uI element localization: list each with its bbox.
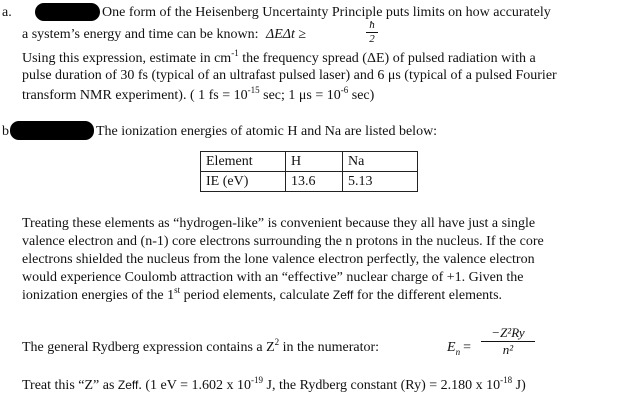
rydberg-fraction (481, 326, 535, 357)
fraction-denominator: 2 (369, 33, 375, 45)
part-b-label: b (2, 124, 9, 139)
paragraph-line: Treating these elements as “hydrogen-like” is convenient because they all have just a single (22, 216, 536, 231)
fraction-numerator: −Z²Ry (491, 325, 525, 340)
paragraph-line: valence electron and (n-1) core electrons surrounding the n protons in the nucleus. If the core (22, 234, 544, 249)
part-a-line4: pulse duration of 30 fs (typical of an ultrafast pulsed laser) and 6 μs (typical of a pulsed Fourier (22, 68, 557, 83)
rydberg-energy-symbol: $E_n$ = (447, 340, 471, 357)
zeff-symbol: Zeff (332, 288, 354, 302)
paragraph-line: ionization energies of the 1st period elements, calculate Zeff for the different elements. (22, 285, 503, 303)
table-cell: 5.13 (343, 172, 418, 192)
redaction-block (10, 121, 94, 140)
uncertainty-formula: ΔEΔt ≥ (266, 27, 307, 42)
part-a-line3: Using this expression, estimate in $cm^{-1}$ the frequency spread (ΔE) of pulsed radiation with a (22, 48, 536, 66)
paragraph-line: electrons shielded the nucleus from the lone valence electron perfectly, the valence electron (22, 252, 535, 267)
table-cell: IE (eV) (201, 172, 286, 192)
fraction-denominator: n² (502, 342, 514, 357)
table-cell: Na (343, 152, 418, 172)
table-row (201, 152, 418, 172)
hbar-over-two-fraction (366, 20, 378, 45)
zeff-symbol: Zeff (117, 378, 139, 392)
paragraph-line: would experience Coulomb attraction with an “effective” nuclear charge of +1. Given the (22, 270, 524, 285)
part-a-line5: transform NMR experiment). ( 1 fs = $10^{-15}$ sec; 1 $\mu s = 10^{-6}$ sec) (22, 85, 375, 103)
part-a-line2-text: a system’s energy and time can be known: (22, 27, 259, 42)
fraction-numerator: ħ (369, 19, 375, 31)
rydberg-sentence: The general Rydberg expression contains a $Z^2$ in the numerator: (22, 337, 380, 355)
table-row (201, 172, 418, 192)
part-a-line1: One form of the Heisenberg Uncertainty Principle puts limits on how accurately (102, 5, 551, 20)
table-cell: H (286, 152, 343, 172)
table-cell: Element (201, 152, 286, 172)
redaction-block (35, 3, 100, 21)
part-b-line1: The ionization energies of atomic H and Na are listed below: (96, 124, 438, 139)
table-cell: 13.6 (286, 172, 343, 192)
part-a-line2 (22, 27, 306, 43)
part-a-label: a. (2, 5, 12, 20)
ionization-energy-table (200, 151, 418, 192)
constants-line: Treat this “Z” as Zeff. (1 eV = 1.602 x $10^{-19}$ J, the Rydberg constant (Ry) = 2.180 x $10^{-18}$ J) (22, 375, 526, 393)
